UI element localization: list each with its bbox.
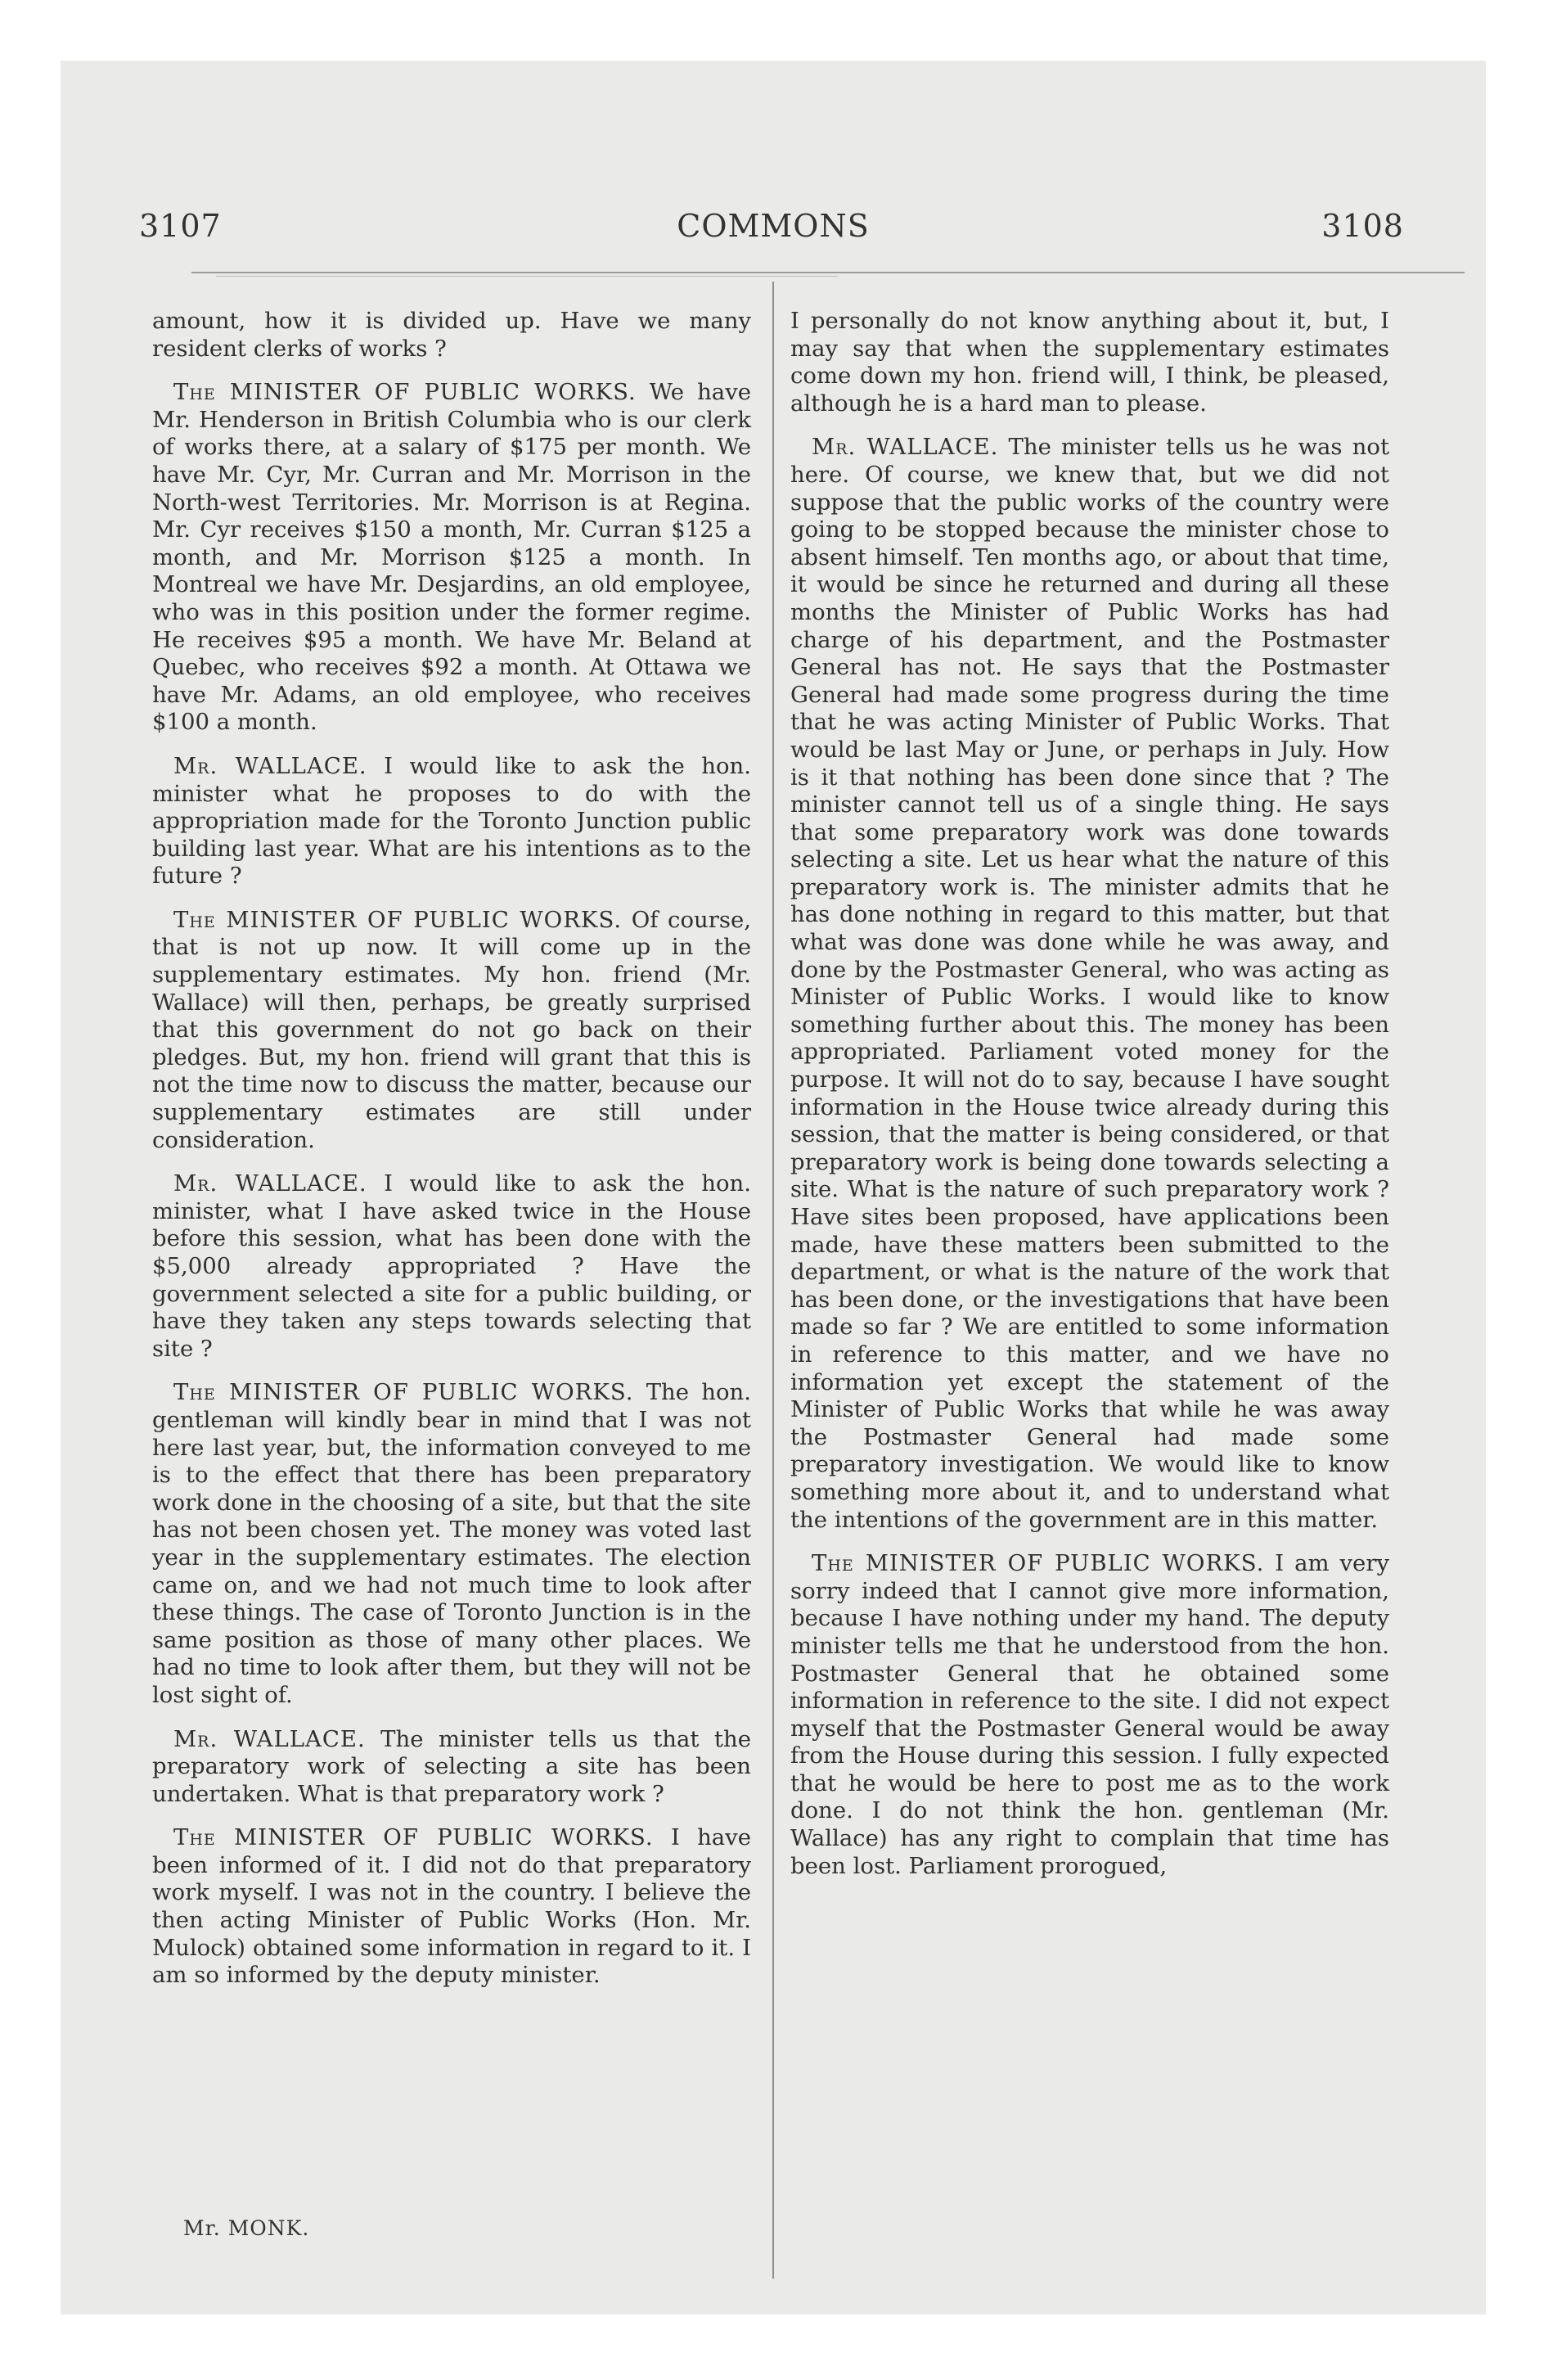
paragraph xyxy=(152,1170,751,1363)
paragraph xyxy=(152,1726,751,1809)
left-column xyxy=(152,308,751,2006)
speaker-name: Mr. WALLACE. xyxy=(812,434,999,461)
speaker-name: The MINISTER OF PUBLIC WORKS. xyxy=(812,1550,1265,1577)
paragraph-text: Of course, that is not up now. It will come up in the supplementary estimates. My hon. friend (Mr. Wallace) will then, perhaps, be greatly surprised that this government do not go back on their pledges. But, my hon. friend will grant that this is not the time now to discuss the matter, because our supplementary estimates are still under consideration. xyxy=(152,906,751,1153)
header-rule-secondary xyxy=(216,276,838,277)
paragraph xyxy=(152,308,751,363)
speaker-name: The MINISTER OF PUBLIC WORKS. xyxy=(173,906,623,933)
speaker-name: The MINISTER OF PUBLIC WORKS. xyxy=(173,379,637,406)
left-page-number: 3107 xyxy=(139,208,222,244)
paragraph xyxy=(152,1379,751,1709)
paragraph xyxy=(152,1824,751,1990)
paragraph-text: amount, how it is divided up. Have we many resident clerks of works ? xyxy=(152,308,751,362)
speaker-name: Mr. WALLACE. xyxy=(173,752,367,779)
header-rule xyxy=(191,272,1465,273)
speaker-name: The MINISTER OF PUBLIC WORKS. xyxy=(173,1379,634,1406)
paragraph-text: I would like to ask the hon. minister what he proposes to do with the appropriation made for the Toronto Junction public building last year. What are his intentions as to the future ? xyxy=(152,752,751,890)
speaker-name: The MINISTER OF PUBLIC WORKS. xyxy=(173,1824,654,1851)
paragraph xyxy=(790,434,1389,1534)
paragraph-text: We have Mr. Henderson in British Columbia who is our clerk of works there, at a salary of $175 per month. We have Mr. Cyr, Mr. Curran and Mr. Morrison in the North-west Territories. Mr. Morrison is at Regina. Mr. Cyr receives $150 a month, Mr. Curran $125 a month, and Mr. Morrison $125 a month. In Montreal we have Mr. Desjardins, an old employee, who was in this position under the former regime. He receives $95 a month. We have Mr. Beland at Quebec, who receives $92 a month. At Ottawa we have Mr. Adams, an old employee, who receives $100 a month. xyxy=(152,379,751,736)
scanned-page xyxy=(61,61,1486,2315)
paragraph-text: I would like to ask the hon. minister, what I have asked twice in the House before this session, what has been done with the $5,000 already appropriated ? Have the government selected a site for a public building, or have they taken any steps towards selecting that site ? xyxy=(152,1170,751,1362)
footer-speaker-name: Mr. MONK. xyxy=(183,2216,310,2240)
paragraph xyxy=(790,308,1389,417)
paragraph-text: The minister tells us that the preparatory work of selecting a site has been undertaken. What is that preparatory work ? xyxy=(152,1725,751,1807)
paragraph-text: I personally do not know anything about it, but, I may say that when the supplementary estimates come down my hon. friend will, I think, be pleased, although he is a hard man to please. xyxy=(790,308,1389,417)
paragraph-text: I have been informed of it. I did not do that preparatory work myself. I was not in the country. I believe the then acting Minister of Public Works (Hon. Mr. Mulock) obtained some information in regard to it. I am so informed by the deputy minister. xyxy=(152,1824,751,1989)
right-column xyxy=(790,308,1389,1896)
page-title: COMMONS xyxy=(677,208,870,244)
paragraph-text: I am very sorry indeed that I cannot give more information, because I have nothing under my hand. The deputy minister tells me that he understood from the hon. Postmaster General that he obtained some information in reference to the site. I did not expect myself that the Postmaster General would be away from the House during this session. I fully expected that he would be here to post me as to the work done. I do not think the hon. gentleman (Mr. Wallace) has any right to complain that time has been lost. Parliament prorogued, xyxy=(790,1550,1389,1879)
paragraph xyxy=(152,379,751,737)
paragraph xyxy=(152,907,751,1154)
column-divider xyxy=(772,282,774,2279)
speaker-name: Mr. WALLACE. xyxy=(173,1725,366,1752)
paragraph xyxy=(790,1550,1389,1880)
paragraph-text: The hon. gentleman will kindly bear in mind that I was not here last year, but, the information conveyed to me is to the effect that there has been preparatory work done in the choosing of a site, but that the site has not been chosen yet. The money was voted last year in the supplementary estimates. The election came on, and we had not much time to look after these things. The case of Toronto Junction is in the same position as those of many other places. We had no time to look after them, but they will not be lost sight of. xyxy=(152,1379,751,1708)
right-page-number: 3108 xyxy=(1321,208,1404,244)
paragraph xyxy=(152,753,751,890)
paragraph-text: The minister tells us he was not here. Of course, we knew that, but we did not suppose that the public works of the country were going to be stopped because the minister chose to absent himself. Ten months ago, or about that time, it would be since he returned and during all these months the Minister of Public Works has had charge of his department, and the Postmaster General has not. He says that the Postmaster General had made some progress during the time that he was acting Minister of Public Works. That would be last May or June, or perhaps in July. How is it that nothing has been done since that ? The minister cannot tell us of a single thing. He says that some preparatory work was done towards selecting a site. Let us hear what the nature of this preparatory work is. The minister admits that he has done nothing in regard to this matter, but that what was done was done while he was away, and done by the Postmaster General, who was acting as Minister of Public Works. I would like to know something further about this. The money has been appropriated. Parliament voted money for the purpose. It will not do to say, because I have sought information in the House twice already during this session, that the matter is being considered, or that preparatory work is being done towards selecting a site. What is the nature of such preparatory work ? Have sites been proposed, have applications been made, have these matters been submitted to the department, or what is the nature of the work that has been done, or the investigations that have been made so far ? We are entitled to some information in reference to this matter, and we have no information yet except the statement of the Minister of Public Works that while he was away the Postmaster General had made some preparatory investigation. We would like to know something more about it, and to understand what the intentions of the government are in this matter. xyxy=(790,434,1389,1533)
speaker-name: Mr. WALLACE. xyxy=(173,1170,367,1197)
